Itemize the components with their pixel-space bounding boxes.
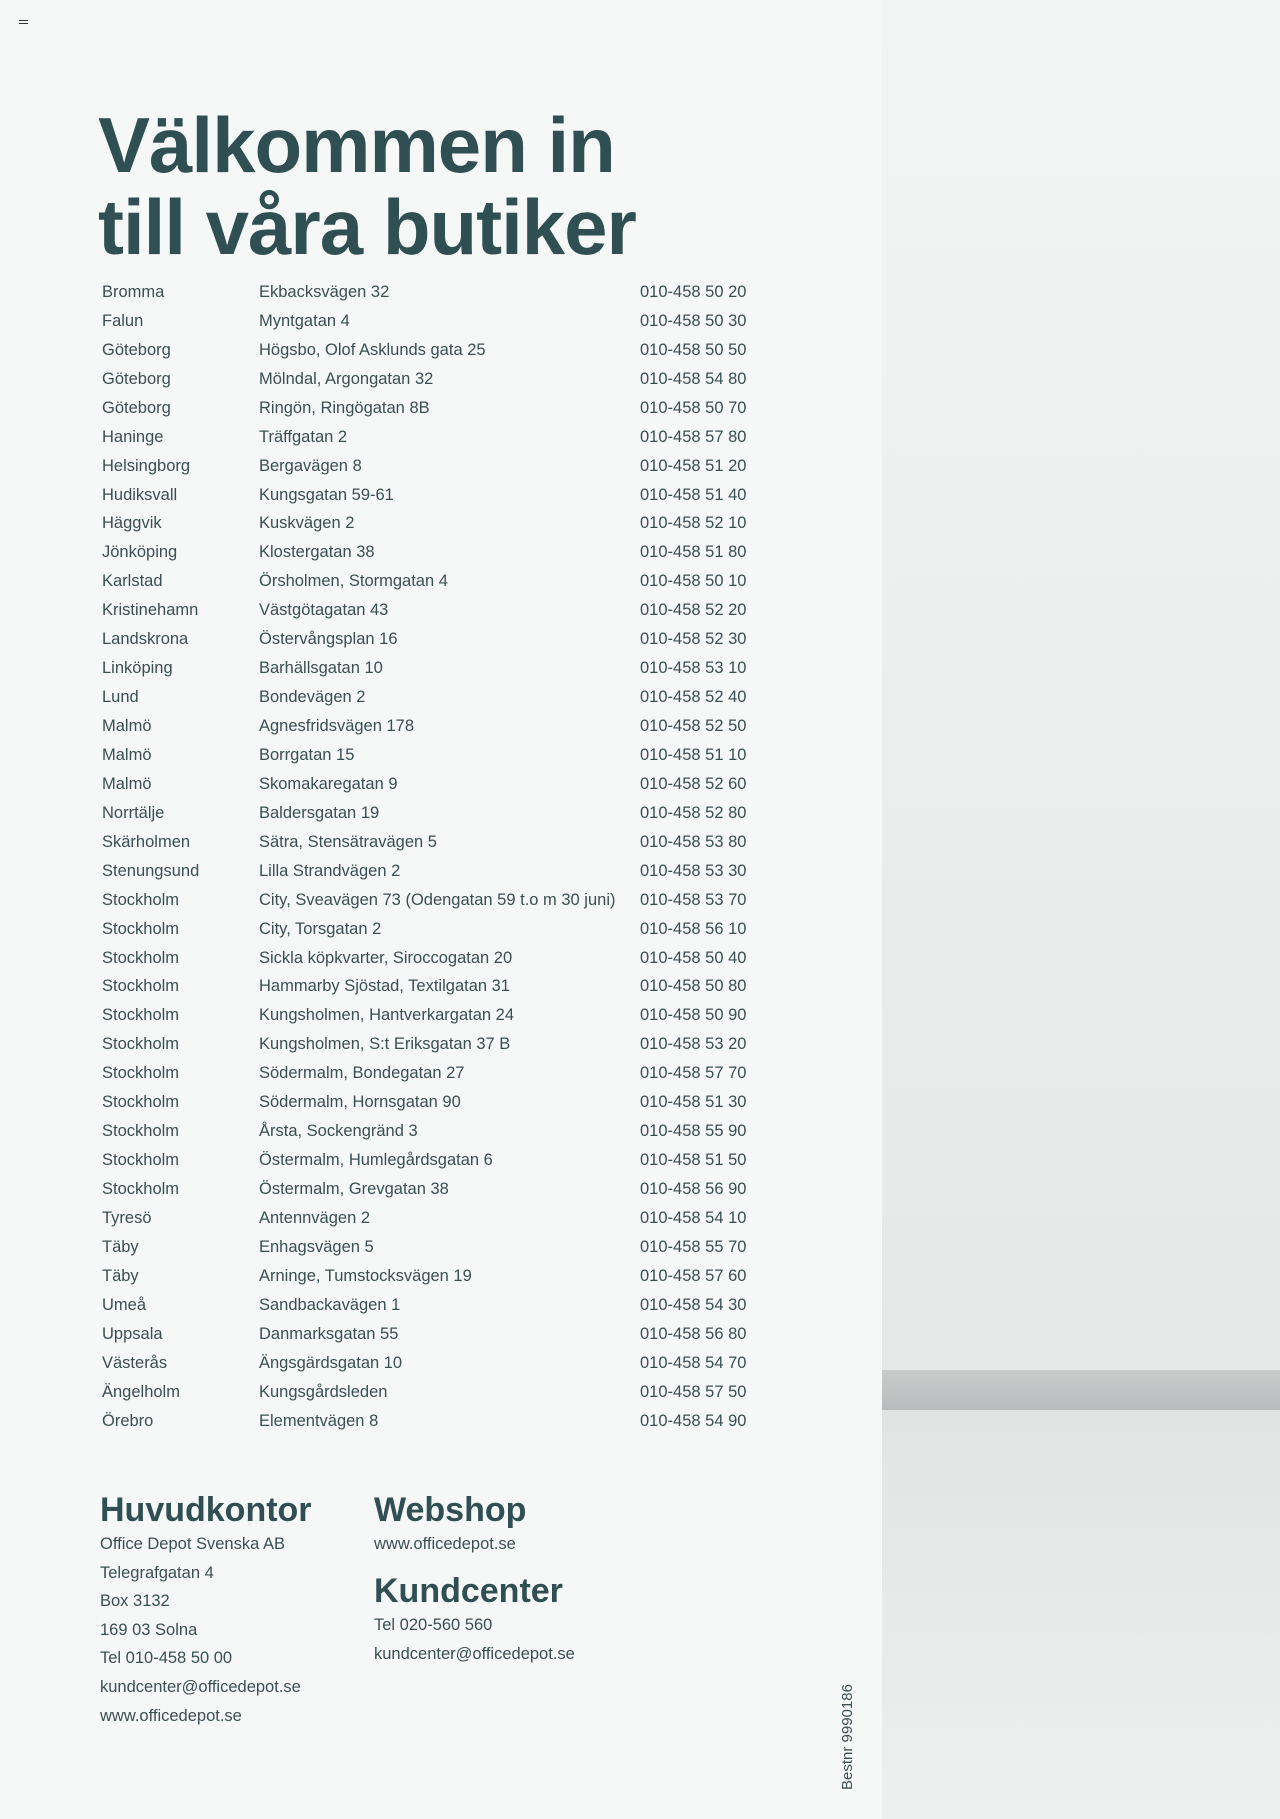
store-address: Arninge, Tumstocksvägen 19 [259, 1266, 472, 1285]
store-city: Göteborg [102, 340, 171, 359]
store-address: City, Torsgatan 2 [259, 919, 382, 938]
store-phone: 010-458 55 90 [640, 1122, 747, 1141]
store-address: Bergavägen 8 [259, 456, 362, 475]
store-address: Barhällsgatan 10 [259, 659, 383, 678]
store-address: Södermalm, Bondegatan 27 [259, 1064, 465, 1083]
store-city: Tyresö [102, 1208, 152, 1227]
store-address: Södermalm, Hornsgatan 90 [259, 1093, 461, 1112]
page-title [98, 101, 636, 271]
store-city: Stockholm [102, 919, 180, 938]
store-phone: 010-458 52 30 [640, 630, 747, 649]
store-address: Danmarksgatan 55 [259, 1324, 399, 1343]
store-city: Stockholm [102, 890, 180, 909]
store-city: Västerås [102, 1353, 168, 1372]
store-row [102, 799, 782, 828]
store-address: Hammarby Sjöstad, Textilgatan 31 [259, 977, 510, 996]
store-phone: 010-458 53 20 [640, 1035, 747, 1054]
store-row [102, 567, 782, 596]
store-phone: 010-458 50 40 [640, 948, 747, 967]
store-address: Baldersgatan 19 [259, 803, 380, 822]
store-phone: 010-458 56 90 [640, 1180, 747, 1199]
store-address: Kungsholmen, S:t Eriksgatan 37 B [259, 1035, 511, 1054]
store-phone: 010-458 54 30 [640, 1295, 747, 1314]
store-address: City, Sveavägen 73 (Odengatan 59 t.o m 30 juni) [259, 890, 616, 909]
store-city: Stockholm [102, 1180, 180, 1199]
store-address: Ängsgärdsgatan 10 [259, 1353, 403, 1372]
store-city: Stockholm [102, 1035, 180, 1054]
head-office-postal: 169 03 Solna [100, 1620, 198, 1639]
store-address: Bondevägen 2 [259, 688, 366, 707]
store-address: Högsbo, Olof Asklunds gata 25 [259, 340, 486, 359]
store-phone: 010-458 57 60 [640, 1266, 747, 1285]
store-row [102, 510, 782, 539]
store-row [102, 741, 782, 770]
store-city: Stockholm [102, 977, 180, 996]
store-row [102, 770, 782, 799]
store-city: Malmö [102, 745, 152, 764]
store-row [102, 828, 782, 857]
store-row [102, 394, 782, 423]
store-city: Örebro [102, 1411, 154, 1430]
store-city: Umeå [102, 1295, 147, 1314]
store-city: Stenungsund [102, 861, 200, 880]
store-city: Ängelholm [102, 1382, 180, 1401]
store-phone: 010-458 51 30 [640, 1093, 747, 1112]
store-phone: 010-458 57 50 [640, 1382, 747, 1401]
store-row [102, 1407, 782, 1436]
store-city: Göteborg [102, 398, 171, 417]
store-city: Malmö [102, 774, 152, 793]
store-city: Stockholm [102, 948, 180, 967]
store-phone: 010-458 57 80 [640, 427, 747, 446]
store-phone: 010-458 52 60 [640, 774, 747, 793]
store-row [102, 857, 782, 886]
store-row [102, 944, 782, 973]
store-address: Antennvägen 2 [259, 1208, 371, 1227]
store-phone: 010-458 57 70 [640, 1064, 747, 1083]
store-address: Kungsgatan 59-61 [259, 485, 394, 504]
store-city: Stockholm [102, 1151, 180, 1170]
store-phone: 010-458 52 10 [640, 514, 747, 533]
store-row [102, 1349, 782, 1378]
page-title-line-2: till våra butiker [98, 183, 636, 271]
store-list [102, 278, 782, 1436]
store-address: Kungsgårdsleden [259, 1382, 388, 1401]
customer-center-heading: Kundcenter [374, 1572, 563, 1610]
head-office-street: Telegrafgatan 4 [100, 1563, 214, 1582]
store-row [102, 1204, 782, 1233]
store-phone: 010-458 50 70 [640, 398, 747, 417]
store-row [102, 1175, 782, 1204]
store-address: Årsta, Sockengränd 3 [259, 1122, 418, 1141]
store-address: Agnesfridsvägen 178 [259, 717, 415, 736]
store-phone: 010-458 50 50 [640, 340, 747, 359]
store-phone: 010-458 50 10 [640, 572, 747, 591]
store-row [102, 278, 782, 307]
store-phone: 010-458 56 10 [640, 919, 747, 938]
store-row [102, 307, 782, 336]
store-city: Haninge [102, 427, 164, 446]
store-row [102, 625, 782, 654]
store-phone: 010-458 53 10 [640, 659, 747, 678]
store-phone: 010-458 50 20 [640, 282, 747, 301]
store-row [102, 1088, 782, 1117]
store-row [102, 1030, 782, 1059]
store-row [102, 915, 782, 944]
store-phone: 010-458 53 80 [640, 832, 747, 851]
store-city: Häggvik [102, 514, 162, 533]
store-city: Stockholm [102, 1122, 180, 1141]
store-row [102, 886, 782, 915]
store-phone: 010-458 54 80 [640, 369, 747, 388]
store-address: Träffgatan 2 [259, 427, 348, 446]
customer-center-phone: Tel 020-560 560 [374, 1616, 493, 1634]
store-address: Sätra, Stensätravägen 5 [259, 832, 437, 851]
store-row [102, 1146, 782, 1175]
store-row [102, 654, 782, 683]
store-phone: 010-458 54 10 [640, 1208, 747, 1227]
store-city: Jönköping [102, 543, 178, 562]
store-address: Elementvägen 8 [259, 1411, 379, 1430]
store-city: Uppsala [102, 1324, 163, 1343]
store-row [102, 538, 782, 567]
store-city: Norrtälje [102, 803, 165, 822]
store-city: Helsingborg [102, 456, 191, 475]
store-address: Sickla köpkvarter, Siroccogatan 20 [259, 948, 513, 967]
store-row [102, 1262, 782, 1291]
store-address: Sandbackavägen 1 [259, 1295, 401, 1314]
menu-icon[interactable] [19, 20, 28, 26]
store-city: Stockholm [102, 1093, 180, 1112]
store-row [102, 1001, 782, 1030]
store-phone: 010-458 51 10 [640, 745, 747, 764]
store-address: Ringön, Ringögatan 8B [259, 398, 430, 417]
store-phone: 010-458 50 90 [640, 1006, 747, 1025]
store-city: Karlstad [102, 572, 163, 591]
store-phone: 010-458 55 70 [640, 1237, 747, 1256]
store-city: Hudiksvall [102, 485, 178, 504]
store-phone: 010-458 52 20 [640, 601, 747, 620]
page-title-line-1: Välkommen in [98, 101, 615, 189]
store-phone: 010-458 53 70 [640, 890, 747, 909]
store-row [102, 1320, 782, 1349]
store-row [102, 1233, 782, 1262]
store-row [102, 1291, 782, 1320]
store-address: Östervångsplan 16 [259, 630, 398, 649]
store-city: Skärholmen [102, 832, 191, 851]
store-phone: 010-458 52 80 [640, 803, 747, 822]
order-number: Bestnr 9990186 [839, 1684, 856, 1790]
customer-center-block [374, 1571, 575, 1668]
background-photo [882, 0, 1280, 1819]
store-city: Falun [102, 311, 144, 330]
head-office-box: Box 3132 [100, 1592, 170, 1611]
store-row [102, 1117, 782, 1146]
head-office-email[interactable]: kundcenter@officedepot.se [100, 1677, 301, 1696]
head-office-website[interactable]: www.officedepot.se [100, 1706, 242, 1725]
store-city: Bromma [102, 282, 165, 301]
head-office-block [100, 1490, 312, 1730]
head-office-heading: Huvudkontor [100, 1491, 312, 1529]
webshop-block [374, 1490, 526, 1559]
store-phone: 010-458 51 40 [640, 485, 747, 504]
store-row [102, 481, 782, 510]
store-address: Skomakaregatan 9 [259, 774, 398, 793]
store-row [102, 452, 782, 481]
store-city: Landskrona [102, 630, 189, 649]
store-city: Göteborg [102, 369, 171, 388]
store-row [102, 596, 782, 625]
store-city: Stockholm [102, 1064, 180, 1083]
webshop-heading: Webshop [374, 1491, 527, 1529]
store-address: Myntgatan 4 [259, 311, 350, 330]
store-row [102, 1378, 782, 1407]
store-address: Kuskvägen 2 [259, 514, 355, 533]
store-phone: 010-458 50 30 [640, 311, 747, 330]
store-row [102, 365, 782, 394]
store-phone: 010-458 53 30 [640, 861, 747, 880]
store-phone: 010-458 54 70 [640, 1353, 747, 1372]
store-city: Malmö [102, 717, 152, 736]
store-address: Ekbacksvägen 32 [259, 282, 390, 301]
background-baseboard [882, 1370, 1280, 1410]
store-phone: 010-458 51 20 [640, 456, 747, 475]
store-phone: 010-458 52 40 [640, 688, 747, 707]
head-office-company: Office Depot Svenska AB [100, 1535, 285, 1553]
store-address: Enhagsvägen 5 [259, 1237, 374, 1256]
background-floor [882, 1410, 1280, 1819]
store-address: Mölndal, Argongatan 32 [259, 369, 434, 388]
customer-center-email[interactable]: kundcenter@officedepot.se [374, 1644, 575, 1663]
head-office-phone: Tel 010-458 50 00 [100, 1649, 233, 1668]
store-address: Borrgatan 15 [259, 745, 355, 764]
store-row [102, 1059, 782, 1088]
store-row [102, 712, 782, 741]
store-row [102, 973, 782, 1002]
store-phone: 010-458 51 80 [640, 543, 747, 562]
store-address: Lilla Strandvägen 2 [259, 861, 401, 880]
store-city: Täby [102, 1266, 139, 1285]
store-city: Stockholm [102, 1006, 180, 1025]
store-phone: 010-458 51 50 [640, 1151, 747, 1170]
store-address: Örsholmen, Stormgatan 4 [259, 572, 448, 591]
store-address: Kungsholmen, Hantverkargatan 24 [259, 1006, 514, 1025]
store-city: Kristinehamn [102, 601, 199, 620]
store-phone: 010-458 54 90 [640, 1411, 747, 1430]
store-row [102, 336, 782, 365]
store-row [102, 423, 782, 452]
store-address: Östermalm, Humlegårdsgatan 6 [259, 1151, 493, 1170]
store-city: Täby [102, 1237, 139, 1256]
store-city: Linköping [102, 659, 173, 678]
store-row [102, 683, 782, 712]
webshop-link[interactable]: www.officedepot.se [374, 1535, 516, 1553]
store-phone: 010-458 52 50 [640, 717, 747, 736]
store-address: Klostergatan 38 [259, 543, 375, 562]
store-phone: 010-458 50 80 [640, 977, 747, 996]
store-city: Lund [102, 688, 139, 707]
store-phone: 010-458 56 80 [640, 1324, 747, 1343]
store-address: Östermalm, Grevgatan 38 [259, 1180, 449, 1199]
store-address: Västgötagatan 43 [259, 601, 389, 620]
